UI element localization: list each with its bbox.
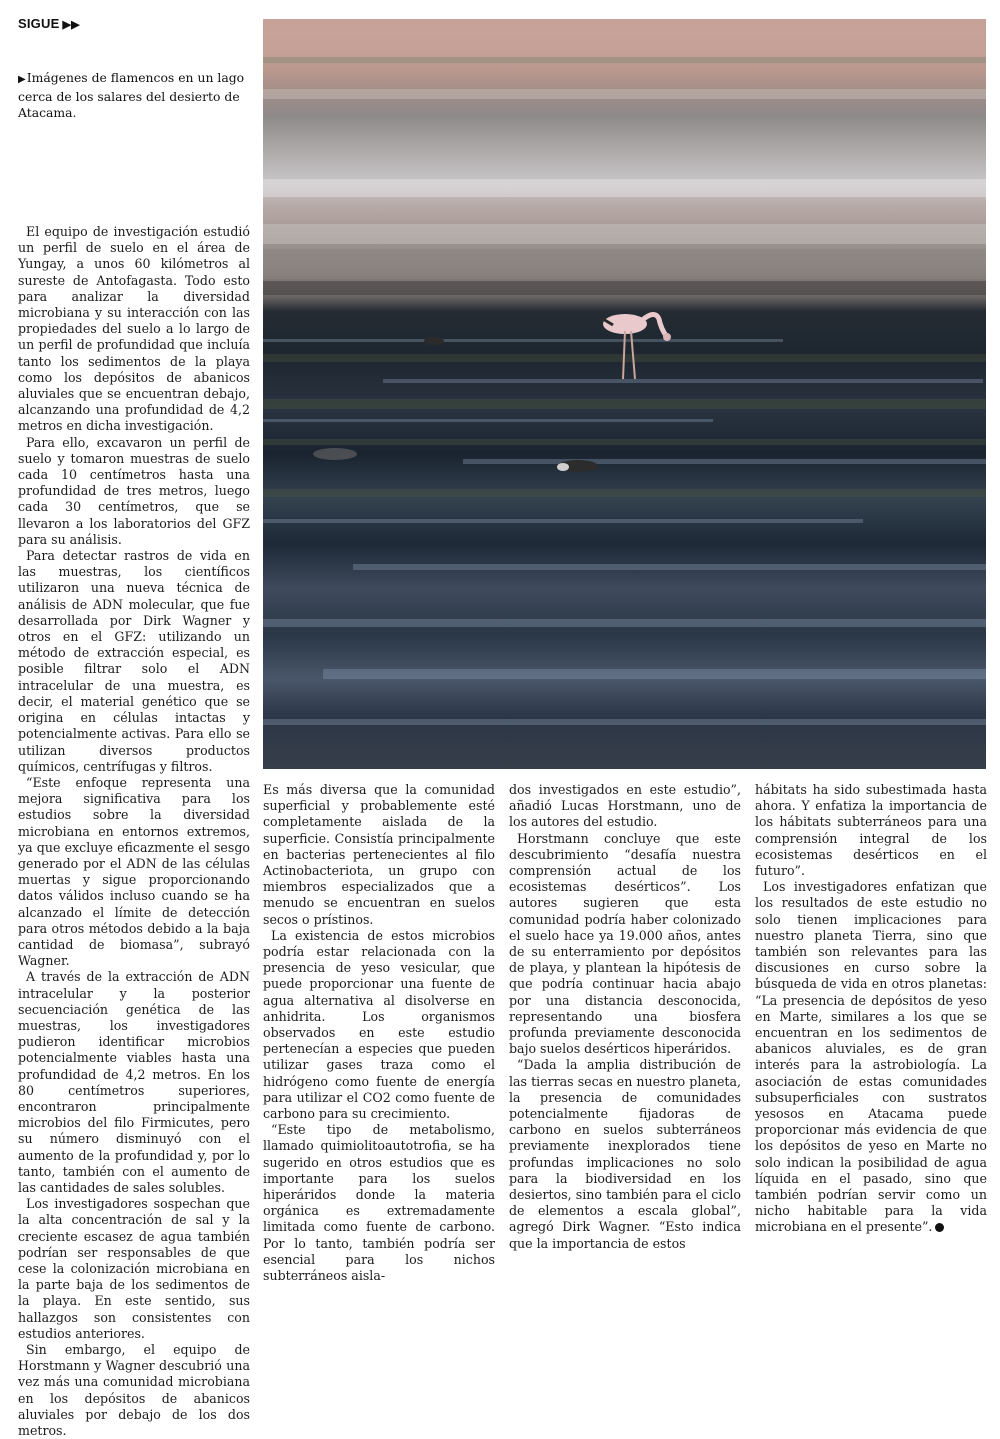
article-column-3 — [509, 782, 741, 1252]
continue-text: SIGUE — [18, 16, 60, 31]
paragraph: Los investigadores sospechan que la alta concentración de sal y la creciente escasez de agua también podrían ser responsables de que cese la colonización microbiana en la parte baja de los sedimentos de la playa. En este sentido, sus hallazgos son consistentes con estudios anteriores. — [18, 1196, 250, 1341]
photo-scene — [263, 19, 986, 769]
paragraph — [755, 879, 987, 1235]
photo-caption — [18, 70, 250, 122]
paragraph: Es más diversa que la comunidad superficial y probablemente esté completamente aislada de la superficie. Consistía principalmente en bacterias pertenecientes al filo Actinobacteriota, un grupo con miembros especializados que a menudo se encuentran en suelos secos o prístinos. — [263, 782, 495, 927]
paragraph: Horstmann concluye que este descubrimiento “desafía nuestra comprensión actual de los ecosistemas desérticos”. Los autores sugieren que esta comunidad podría haber colonizado el suelo hace ya 19.000 años, antes de su enterramiento por depósitos de playa, y plantean la hipótesis de que podría continuar hacia abajo por una distancia desconocida, representando una biosfera profunda previamente desconocida bajo suelos desérticos hiperáridos. — [509, 830, 741, 1057]
article-column-1 — [18, 224, 250, 1439]
paragraph: A través de la extracción de ADN intracelular y la posterior secuenciación genética de las muestras, los investigadores pudieron identificar microbios potencialmente viables hasta una profundidad de 4,2 metros. En los 80 centímetros superiores, encontraron principalmente microbios del filo Firmicutes, pero su número disminuyó con el aumento de la profundidad y, por lo tanto, también con el aumento de las cantidades de sales solubles. — [18, 969, 250, 1195]
paragraph: “Este enfoque representa una mejora significativa para los estudios sobre la diversidad microbiana en entornos extremos, ya que excluye eficazmente el sesgo generado por el ADN de las células muertas y sigue proporcionando datos válidos incluso cuando se ha alcanzado el límite de detección para otros métodos debido a la baja cantidad de biomasa”, subrayó Wagner. — [18, 774, 250, 969]
section-continue-label — [18, 16, 80, 31]
paragraph: Para detectar rastros de vida en las muestras, los científicos utilizaron una nueva técnica de análisis de ADN molecular, que fue desarrollada por Dirk Wagner y otros en el GFZ: utilizando un método de extracción especial, es posible filtrar solo el ADN intracelular de una muestra, es decir, el material genético que se origina en células intactas y potencialmente activas. Para ello se utilizan diversos productos químicos, centrífugas y filtros. — [18, 548, 250, 774]
paragraph: Sin embargo, el equipo de Horstmann y Wagner descubrió una vez más una comunidad microbiana en los depósitos de abanicos aluviales por debajo de los dos metros. — [18, 1342, 250, 1439]
paragraph: Para ello, excavaron un perfil de suelo y tomaron muestras de suelo cada 10 centímetros hasta una profundidad de tres metros, luego cada 30 centímetros, que se llevaron a los laboratorios del GFZ para su análisis. — [18, 434, 250, 547]
paragraph: “Este tipo de metabolismo, llamado quimiolitoautotrofia, se ha sugerido en otros estudios que es importante para los suelos hiperáridos donde la materia orgánica es extremadamente limitada como fuente de carbono. Por lo tanto, también podría ser esencial para los nichos subterráneos aisla- — [263, 1122, 495, 1284]
paragraph: La existencia de estos microbios podría estar relacionada con la presencia de yeso vesicular, que puede proporcionar una fuente de agua alternativa al disolverse en anhidrita. Los organismos observados en este estudio pertenecían a especies que pueden utilizar gases traza como el hidrógeno como fuente de energía para utilizar el CO2 como fuente de carbono para su crecimiento. — [263, 927, 495, 1122]
caption-marker-icon: ▶ — [18, 74, 26, 85]
flamingo-figure — [603, 314, 671, 379]
paragraph: El equipo de investigación estudió un perfil de suelo en el área de Yungay, a unos 60 kilómetros al sureste de Antofagasta. Todo esto para analizar la diversidad microbiana y su interacción con las propiedades del suelo a lo largo de un perfil de profundidad que incluía tanto los sedimentos de la playa como los depósitos de abanicos aluviales que se encuentran debajo, alcanzando una profundidad de 4,2 metros en dicha investigación. — [18, 224, 250, 434]
paragraph: “Dada la amplia distribución de las tierras secas en nuestro planeta, la presencia de comunidades potencialmente fijadoras de carbono en suelos subterráneos previamente inexplorados tiene profundas implicaciones no solo para la biodiversidad en los desiertos, sino también para el ciclo de elementos a escala global”, agregó Dirk Wagner. “Esto indica que la importancia de estos — [509, 1057, 741, 1251]
article-column-4 — [755, 782, 987, 1236]
flamingo-lake-photo — [263, 19, 986, 769]
paragraph: dos investigados en este estudio”, añadió Lucas Horstmann, uno de los autores del estudio. — [509, 782, 741, 830]
caption-text: Imágenes de flamencos en un lago cerca de los salares del desierto de Atacama. — [18, 70, 245, 120]
paragraph: hábitats ha sido subestimada hasta ahora. Y enfatiza la importancia de los hábitats subterráneos para una comprensión integral de los ecosistemas desérticos en el futuro”. — [755, 782, 987, 879]
end-of-article-icon — [935, 1223, 944, 1232]
paragraph-text: Los investigadores enfatizan que los resultados de este estudio no solo tienen implicaciones para nuestro planeta Tierra, sino que también son relevantes para las discusiones en curso sobre la búsqueda de vida en otros planetas: “La presencia de depósitos de yeso en Marte, similares a los que se encuentran en los sedimentos de abanicos aluviales, es de gran interés para la astrobiología. La asociación de estas comunidades subsuperficiales con sustratos yesosos en Atacama puede proporcionar más evidencia de que los depósitos de yeso en Marte no solo indican la posibilidad de agua líquida en el pasado, sino que también podrían servir como un nicho habitable para la vida microbiana en el presente”. — [755, 879, 987, 1235]
article-column-2 — [263, 782, 495, 1284]
double-arrow-icon: ▶▶ — [62, 19, 80, 31]
